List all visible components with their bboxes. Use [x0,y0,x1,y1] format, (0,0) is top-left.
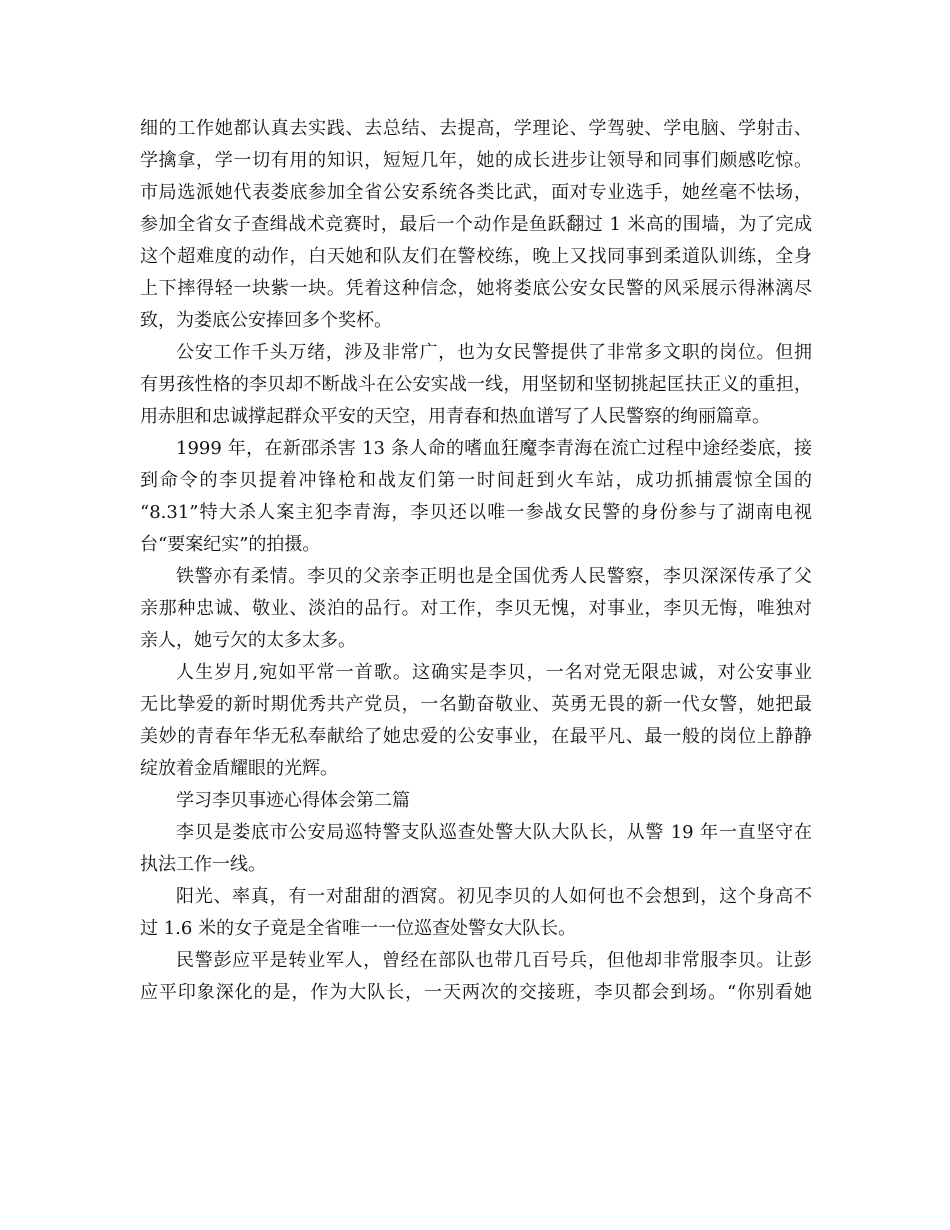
text-line: 公安工作千头万绪，涉及非常广，也为女民警提供了非常多文职的岗位。但拥 [176,342,812,363]
text-line: 过 1.6 米的女子竟是全省唯一一位巡查处警女大队长。 [140,918,577,939]
paragraph [140,785,812,817]
paragraph [140,881,812,945]
text-line: 到命令的李贝提着冲锋枪和战友们第一时间赶到火车站，成功抓捕震惊全国的 [140,470,812,491]
paragraph [140,657,812,785]
paragraph [140,817,812,881]
text-line: “8.31”特大杀人案主犯李青海，李贝还以唯一参战女民警的身份参与了湖南电视 [140,502,812,523]
text-line: 用赤胆和忠诚撑起群众平安的天空，用青春和热血谱写了人民警察的绚丽篇章。 [140,406,770,427]
paragraph [140,561,812,657]
text-line: 亲人，她亏欠的太多太多。 [140,630,356,651]
text-line: 细的工作她都认真去实践、去总结、去提高，学理论、学驾驶、学电脑、学射击、 [140,118,812,139]
text-line: 这个超难度的动作，白天她和队友们在警校练，晚上又找同事到柔道队训练，全身 [140,246,812,267]
paragraph [140,945,812,1009]
text-line: 台“要案纪实”的拍摄。 [140,534,321,555]
text-line: 参加全省女子查缉战术竞赛时，最后一个动作是鱼跃翻过 1 米高的围墙，为了完成 [140,214,812,235]
text-line: 有男孩性格的李贝却不断战斗在公安实战一线，用坚韧和坚韧挑起匡扶正义的重担， [140,374,812,395]
paragraph [140,433,812,561]
paragraph [140,337,812,433]
text-line: 美妙的青春年华无私奉献给了她忠爱的公安事业，在最平凡、最一般的岗位上静静 [140,726,812,747]
text-line: 李贝是娄底市公安局巡特警支队巡查处警大队大队长，从警 19 年一直坚守在 [176,822,812,843]
text-line: 1999 年，在新邵杀害 13 条人命的嗜血狂魔李青海在流亡过程中途经娄底，接 [176,438,812,459]
text-line: 绽放着金盾耀眼的光辉。 [140,758,338,779]
text-line: 民警彭应平是转业军人，曾经在部队也带几百号兵，但他却非常服李贝。让彭 [176,950,812,971]
text-line: 人生岁月,宛如平常一首歌。这确实是李贝，一名对党无限忠诚，对公安事业 [176,662,812,683]
text-line: 执法工作一线。 [140,854,266,875]
text-line: 阳光、率真，有一对甜甜的酒窝。初见李贝的人如何也不会想到，这个身高不 [176,886,812,907]
document-page [140,113,812,1009]
text-line: 学擒拿，学一切有用的知识，短短几年，她的成长进步让领导和同事们颇感吃惊。 [140,150,812,171]
text-line: 无比挚爱的新时期优秀共产党员，一名勤奋敬业、英勇无畏的新一代女警，她把最 [140,694,812,715]
text-line: 应平印象深化的是，作为大队长，一天两次的交接班，李贝都会到场。“你别看她 [140,982,812,1003]
text-line: 上下摔得轻一块紫一块。凭着这种信念，她将娄底公安女民警的风采展示得淋漓尽 [140,278,812,299]
text-line: 铁警亦有柔情。李贝的父亲李正明也是全国优秀人民警察，李贝深深传承了父 [176,566,812,587]
text-line: 市局选派她代表娄底参加全省公安系统各类比武，面对专业选手，她丝毫不怯场， [140,182,812,203]
paragraph [140,113,812,337]
text-line: 亲那种忠诚、敬业、淡泊的品行。对工作，李贝无愧，对事业，李贝无悔，唯独对 [140,598,812,619]
text-line: 学习李贝事迹心得体会第二篇 [176,790,410,811]
text-line: 致，为娄底公安捧回多个奖杯。 [140,310,392,331]
